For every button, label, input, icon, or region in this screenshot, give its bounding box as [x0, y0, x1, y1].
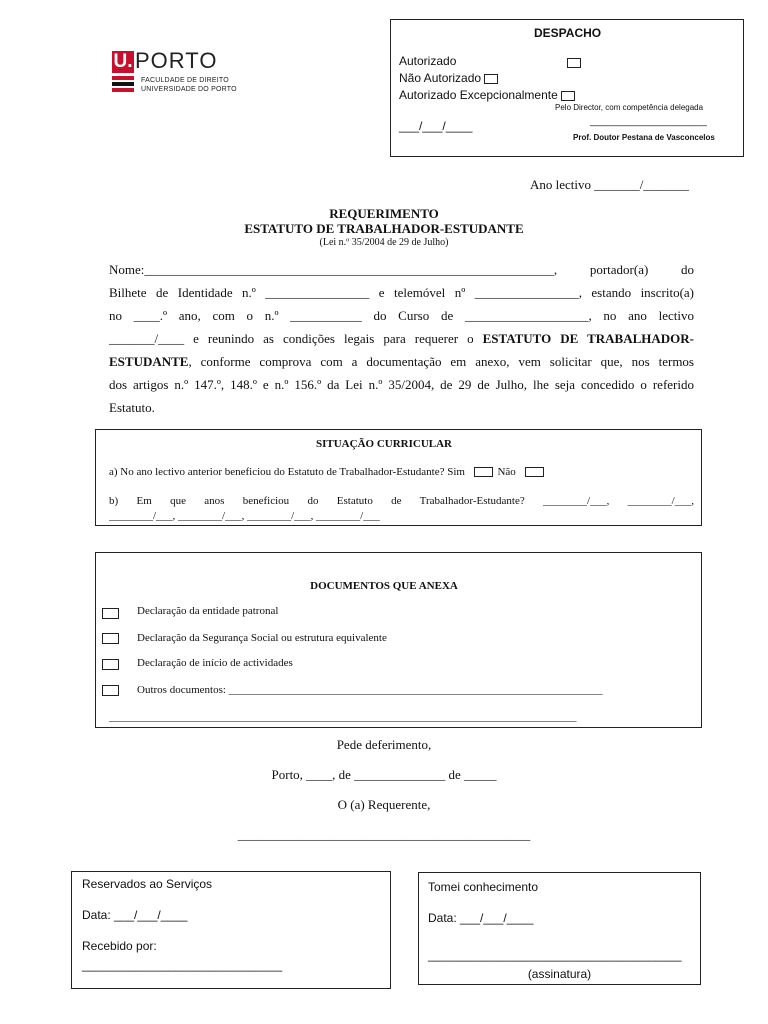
tomei-assinatura: (assinatura)	[527, 967, 592, 981]
despacho-nao-autorizado: Não Autorizado	[399, 71, 498, 85]
pede-deferimento: Pede deferimento,	[336, 737, 432, 752]
doc-law-ref: (Lei n.º 35/2004 de 29 de Julho)	[319, 237, 449, 248]
body-line-4: _______/____ e reunindo as condições legais para requerer o ESTATUTO DE TRABALHADOR-	[109, 331, 694, 346]
logo-bars	[112, 76, 134, 94]
ano-lectivo: Ano lectivo _______/_______	[530, 177, 689, 192]
despacho-delegada: Pelo Director, com competência delegada	[555, 103, 704, 112]
despacho-autorizado-checkbox[interactable]	[567, 58, 581, 68]
tomei-title: Tomei conhecimento	[428, 880, 539, 894]
doc-checkbox-3[interactable]	[102, 659, 119, 670]
despacho-autorizado: Autorizado	[399, 54, 457, 68]
documentos-title: DOCUMENTOS QUE ANEXA	[310, 580, 458, 592]
despacho-nao-autorizado-checkbox[interactable]	[484, 74, 498, 84]
requerente-label: O (a) Requerente,	[337, 797, 431, 812]
despacho-prof: Prof. Doutor Pestana de Vasconcelos	[573, 133, 715, 142]
body-line-2: Bilhete de Identidade n.º ________________ e telemóvel nº ________________, estando inscrito(a)	[109, 285, 694, 300]
servicos-recebido: Recebido por:	[82, 939, 157, 953]
body-line-6: dos artigos n.º 147.º, 148.º e n.º 156.º da Lei n.º 35/2004, de 29 de Julho, lhe seja concedido o referido	[109, 377, 694, 392]
doc-item-1: Declaração da entidade patronal	[137, 605, 279, 617]
body-line-3: no ____.º ano, com o n.º ___________ do Curso de ___________________, no ano lectivo	[109, 308, 694, 323]
logo-porto-text: PORTO	[135, 48, 218, 73]
servicos-date: Data: ___/___/____	[82, 908, 188, 922]
doc-title: REQUERIMENTO	[329, 206, 439, 221]
doc-checkbox-4[interactable]	[102, 685, 119, 696]
logo-university: UNIVERSIDADE DO PORTO	[141, 86, 237, 93]
doc-item-2: Declaração da Segurança Social ou estrutura equivalente	[137, 632, 387, 644]
body-line-5: ESTUDANTE, conforme comprova com a documentação em anexo, vem solicitar que, nos termos	[109, 354, 694, 369]
nao-checkbox[interactable]	[525, 467, 544, 477]
requerente-signature-line: _____________________________________________	[237, 827, 531, 842]
doc-item-3: Declaração de início de actividades	[137, 657, 293, 669]
despacho-excepcional: Autorizado Excepcionalmente	[399, 88, 575, 102]
doc-extra-line: _____________________________________________________________________________________	[109, 711, 577, 723]
logo-u-mark: U.	[113, 51, 133, 72]
despacho-date: ___/___/____	[399, 119, 473, 133]
despacho-signature-line: _____________________	[590, 116, 707, 127]
doc-checkbox-1[interactable]	[102, 608, 119, 619]
porto-date-line: Porto, ____, de ______________ de _____	[271, 767, 497, 782]
situacao-title: SITUAÇÃO CURRICULAR	[316, 438, 452, 450]
situacao-b-line-2: ________/___, ________/___, ________/___, ________/___	[109, 510, 380, 522]
tomei-date: Data: ___/___/____	[428, 911, 534, 925]
servicos-title: Reservados ao Serviços	[82, 877, 213, 891]
tomei-signature-line: ______________________________________	[428, 948, 682, 962]
doc-item-4: Outros documentos: ____________________________________________________________________	[137, 684, 603, 696]
situacao-a: a) No ano lectivo anterior beneficiou do Estatuto de Trabalhador-Estudante? Sim Não	[109, 466, 544, 478]
servicos-signature-line: ______________________________	[82, 958, 283, 972]
sim-checkbox[interactable]	[474, 467, 493, 477]
despacho-excepcional-checkbox[interactable]	[561, 91, 575, 101]
situacao-b-line-1: b) Em que anos beneficiou do Estatuto de Trabalhador-Estudante? ________/___, ________/___,	[109, 495, 694, 507]
body-line-1: Nome:_______________________________________________________________, portador(a) do	[109, 262, 694, 277]
logo-faculty: FACULDADE DE DIREITO	[141, 77, 229, 84]
doc-checkbox-2[interactable]	[102, 633, 119, 644]
doc-subtitle: ESTATUTO DE TRABALHADOR-ESTUDANTE	[244, 221, 524, 236]
body-line-7: Estatuto.	[109, 400, 155, 415]
despacho-title: DESPACHO	[534, 26, 602, 40]
